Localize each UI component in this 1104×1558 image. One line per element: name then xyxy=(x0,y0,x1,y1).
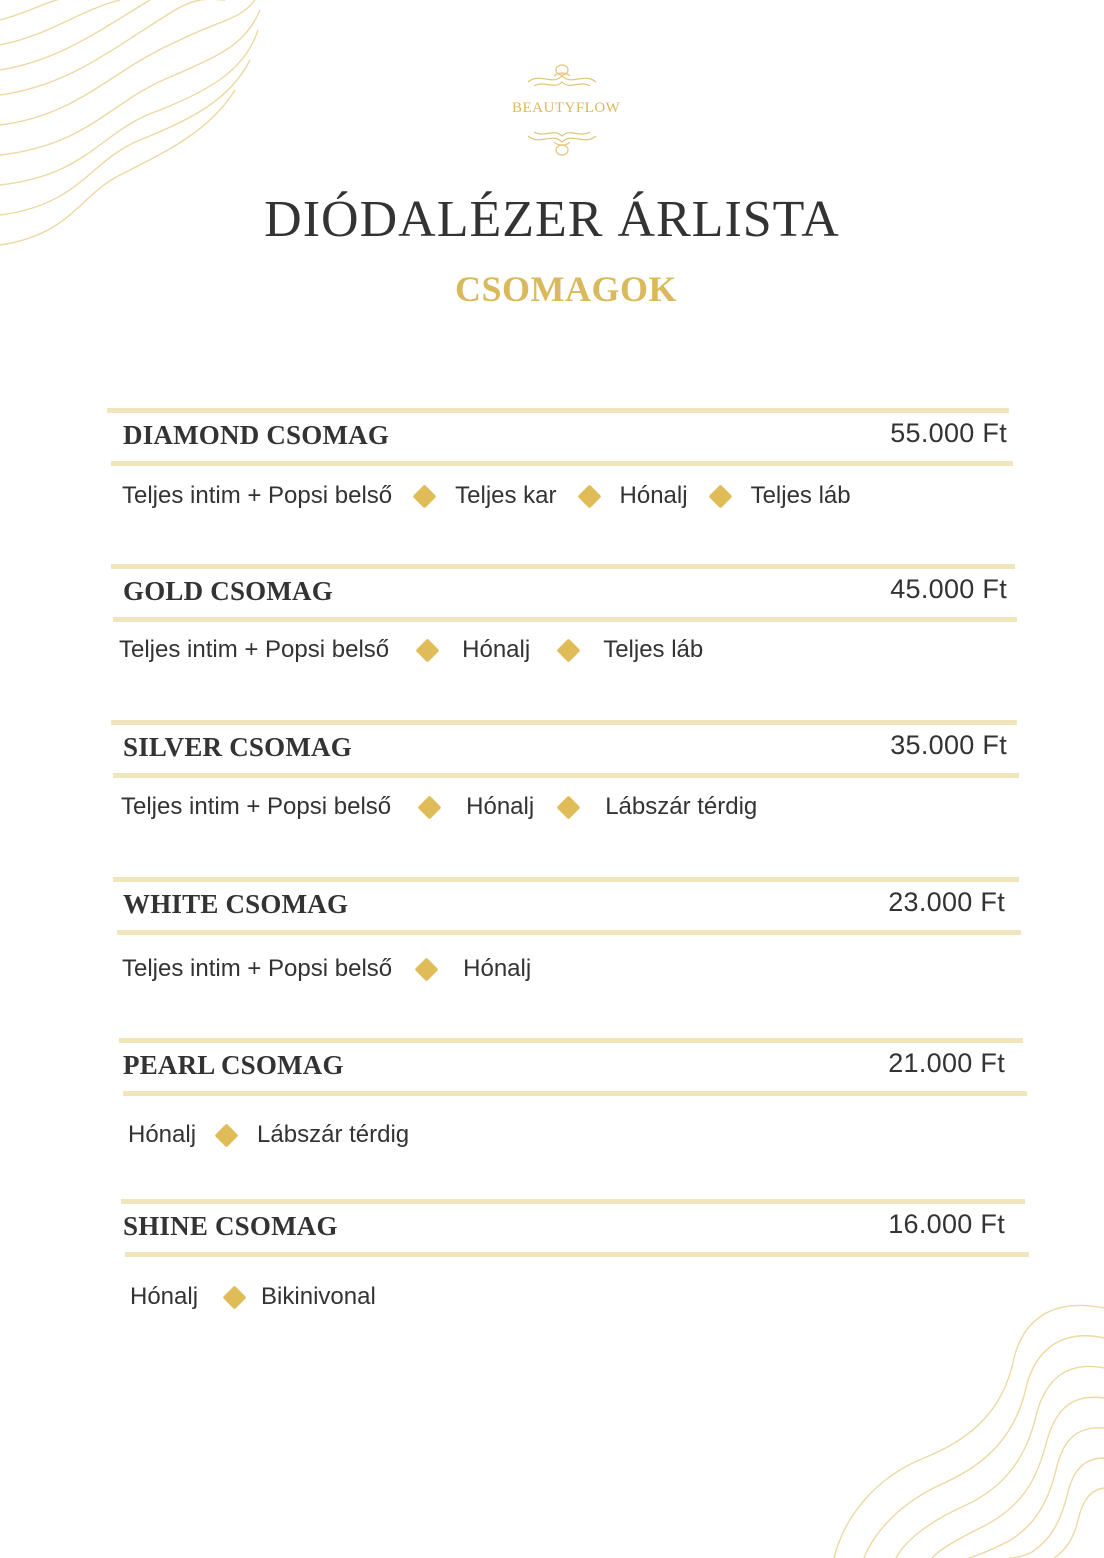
package-price: 23.000 Ft xyxy=(888,887,1005,917)
diamond-bullet-icon xyxy=(413,484,437,508)
page-subtitle: CSOMAGOK xyxy=(454,269,677,309)
diamond-bullet-icon xyxy=(223,1285,247,1309)
treatment-item: Teljes kar xyxy=(455,482,557,509)
package-white xyxy=(107,877,1021,1017)
package-items xyxy=(130,1283,376,1311)
package-price: 45.000 Ft xyxy=(890,574,1007,604)
treatment-item: Teljes intim + Popsi belső xyxy=(122,482,393,509)
treatment-item: Hónalj xyxy=(463,955,532,982)
package-name: SILVER CSOMAG xyxy=(123,732,352,762)
treatment-item: Hónalj xyxy=(462,636,531,663)
treatment-item: Hónalj xyxy=(466,793,535,820)
package-items xyxy=(121,793,757,821)
package-name: SHINE CSOMAG xyxy=(123,1211,338,1241)
package-name: GOLD CSOMAG xyxy=(123,576,333,606)
treatment-item: Hónalj xyxy=(130,1283,199,1310)
package-price: 16.000 Ft xyxy=(888,1209,1005,1239)
treatment-item: Teljes intim + Popsi belső xyxy=(122,955,393,982)
divider xyxy=(117,930,1021,935)
brand-logo xyxy=(512,62,621,160)
package-name: PEARL CSOMAG xyxy=(123,1050,344,1080)
package-gold xyxy=(107,564,1017,704)
ornament-icon xyxy=(526,128,598,158)
package-shine xyxy=(107,1199,1029,1339)
treatment-item: Teljes láb xyxy=(750,482,851,509)
package-items xyxy=(122,482,851,510)
diamond-bullet-icon xyxy=(577,484,601,508)
treatment-item: Lábszár térdig xyxy=(257,1121,410,1148)
divider xyxy=(125,1252,1029,1257)
treatment-item: Bikinivonal xyxy=(261,1283,376,1310)
divider xyxy=(113,877,1019,882)
treatment-item: Hónalj xyxy=(128,1121,197,1148)
diamond-bullet-icon xyxy=(708,484,732,508)
diamond-bullet-icon xyxy=(557,795,581,819)
package-pearl xyxy=(107,1038,1027,1178)
divider xyxy=(121,1199,1025,1204)
divider xyxy=(111,720,1017,725)
diamond-bullet-icon xyxy=(418,795,442,819)
package-name: DIAMOND CSOMAG xyxy=(123,420,390,450)
divider xyxy=(113,617,1017,622)
treatment-item: Teljes intim + Popsi belső xyxy=(119,636,390,663)
treatment-item: Teljes láb xyxy=(603,636,704,663)
divider xyxy=(107,408,1009,413)
diamond-bullet-icon xyxy=(415,957,439,981)
diamond-bullet-icon xyxy=(557,638,581,662)
page-title: DIÓDALÉZER ÁRLISTA xyxy=(264,191,840,248)
package-diamond xyxy=(107,408,1013,548)
divider xyxy=(113,773,1019,778)
treatment-item: Lábszár térdig xyxy=(605,793,758,820)
divider xyxy=(111,461,1013,466)
diamond-bullet-icon xyxy=(416,638,440,662)
package-price: 21.000 Ft xyxy=(888,1048,1005,1078)
package-silver xyxy=(107,720,1019,860)
divider xyxy=(123,1091,1027,1096)
divider xyxy=(119,1038,1023,1043)
package-items xyxy=(119,636,703,664)
package-items xyxy=(122,955,531,983)
package-price: 35.000 Ft xyxy=(890,730,1007,760)
package-name: WHITE CSOMAG xyxy=(123,889,349,919)
treatment-item: Teljes intim + Popsi belső xyxy=(121,793,392,820)
package-price: 55.000 Ft xyxy=(890,418,1007,448)
brand-name: BEAUTYFLOW xyxy=(512,100,621,116)
ornament-icon xyxy=(526,62,598,92)
divider xyxy=(111,564,1015,569)
package-items xyxy=(128,1121,409,1149)
diamond-bullet-icon xyxy=(215,1123,239,1147)
treatment-item: Hónalj xyxy=(619,482,688,509)
